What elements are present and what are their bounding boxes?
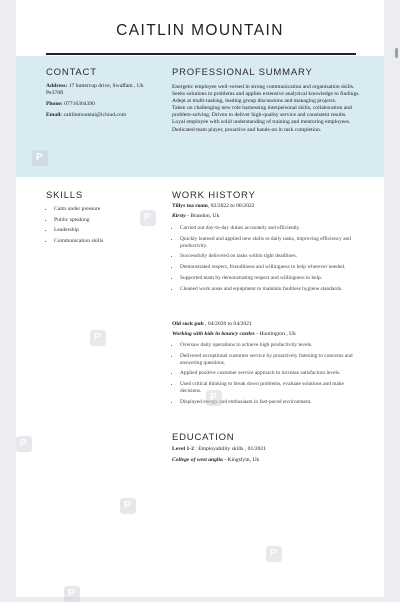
- email-label: Email:: [46, 112, 63, 118]
- duty-item: • Supported team by demonstrating respect and willingness to help.: [180, 275, 360, 282]
- skill-item: • Communication skills: [54, 236, 103, 247]
- skill-item: • Public speaking: [54, 215, 103, 226]
- education-level: [172, 446, 266, 452]
- duty-item: • Delivered exceptional customer service by proactively listening to concerns and answering questions.: [180, 353, 360, 367]
- duty-item: • Demonstrated respect, friendliness and willingness to help wherever needed.: [180, 264, 360, 271]
- contact-phone: [46, 101, 161, 108]
- address-value: 17 buttercup drive, Swaffam , Uk Pe378fl: [46, 83, 144, 96]
- summary-paragraph: Energetic employee well-versed in strong communication and organisation skills. Seeks solutions to problems and applies extensive analytical knowledge to findings. Adept at multi-tasking, leading group discussions and managing projects.: [172, 84, 360, 105]
- job-1-dates: , 02/2022 to 06/2022: [207, 203, 255, 209]
- education-college-name: College of west anglia: [172, 457, 223, 463]
- education-heading: EDUCATION: [172, 432, 235, 443]
- job-2-employer: Old sock pub: [172, 321, 204, 327]
- summary-text: [172, 84, 360, 134]
- phone-value: 07716364390: [64, 101, 95, 107]
- job-1-subtitle: [172, 213, 219, 219]
- contact-heading: CONTACT: [46, 67, 97, 78]
- candidate-name: CAITLIN MOUNTAIN: [116, 22, 284, 39]
- watermark-icon: [90, 330, 106, 346]
- duty-item: • Carried out day-to-day duties accurately and efficiently.: [180, 225, 360, 232]
- summary-heading: PROFESSIONAL SUMMARY: [172, 67, 313, 78]
- job-1-employer: Tillys tea room: [172, 203, 208, 209]
- watermark-icon: [120, 498, 136, 514]
- job-2-duties: [172, 342, 360, 410]
- job-2-dates: , 04/2020 to 04/2021: [203, 321, 252, 327]
- skills-heading: SKILLS: [46, 190, 84, 201]
- duty-item: • Used critical thinking to break down problems, evaluate solutions and make decisions.: [180, 381, 360, 395]
- job-1-title: [172, 203, 254, 209]
- watermark-icon: [16, 436, 32, 452]
- education-college-location: - Kingslyin, Uk: [222, 457, 260, 463]
- duty-item: • Cleaned work areas and equipment to maintain faultless hygiene standards.: [180, 286, 360, 293]
- summary-paragraph: Loyal employee with solid understanding of training and mentoring employees. Dedicated team player, proactive and hands-on in task completion.: [172, 119, 351, 133]
- summary-paragraph: Taken on challenging new role harnessing interpersonal skills, collaboration and problem-solving. Driven to deliver high-quality service and consistent results.: [172, 105, 352, 119]
- duty-item: • Oversaw daily operations to achieve high productivity levels.: [180, 342, 360, 349]
- scrollbar-thumb[interactable]: [395, 48, 398, 58]
- skill-item: • Calm under pressure: [54, 204, 103, 215]
- work-heading: WORK HISTORY: [172, 190, 256, 201]
- skill-item: • Leadership: [54, 225, 103, 236]
- job-1-location: - Brandon, Uk: [185, 213, 220, 219]
- resume-page: [16, 0, 384, 597]
- watermark-icon: [32, 150, 48, 166]
- address-label: Address:: [46, 83, 68, 89]
- skills-list: [46, 204, 103, 246]
- contact-address: [46, 83, 161, 97]
- watermark-icon: [64, 586, 80, 602]
- watermark-icon: [266, 546, 282, 562]
- job-2-subtitle: [172, 331, 296, 337]
- header-rule: [46, 53, 356, 55]
- duty-item: • Displayed energy and enthusiasm in fast-paced environment.: [180, 399, 360, 406]
- watermark-icon: [206, 390, 222, 406]
- job-2-company: Working with kids in bouncy castles: [172, 331, 255, 337]
- education-college: [172, 457, 259, 463]
- education-level-detail: : Employability skills , 01/2021: [193, 446, 267, 452]
- email-value: caitlinmountai@icloud.com: [63, 112, 127, 118]
- education-level-title: Level 1-2: [172, 446, 194, 452]
- job-2-location: - Huntington , Uk: [254, 331, 296, 337]
- watermark-icon: [140, 210, 156, 226]
- duty-item: • Quickly learned and applied new skills to daily tasks, improving efficiency and productivity.: [180, 236, 360, 250]
- duty-item: • Applied positive customer service approach to increase satisfaction levels.: [180, 370, 360, 377]
- job-1-duties: [172, 225, 360, 297]
- contact-email: [46, 112, 161, 119]
- job-2-title: [172, 321, 252, 327]
- job-1-company: Kirsty: [172, 213, 186, 219]
- duty-item: • Successfully delivered on tasks within tight deadlines.: [180, 253, 360, 260]
- phone-label: Phone:: [46, 101, 63, 107]
